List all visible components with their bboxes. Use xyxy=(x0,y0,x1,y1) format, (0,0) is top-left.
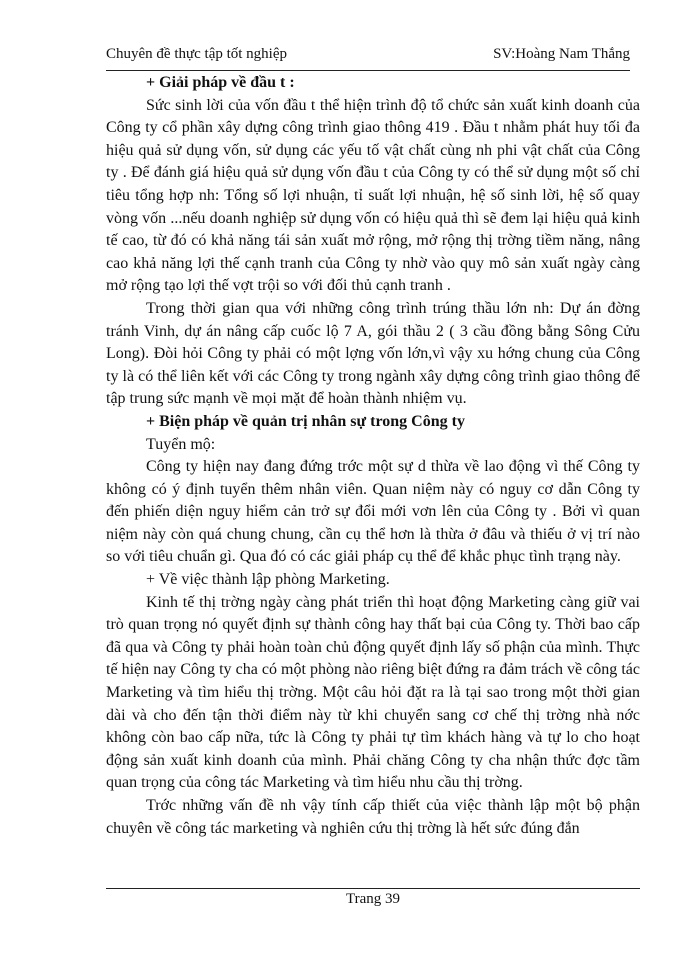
page-number: Trang 39 xyxy=(345,891,401,907)
paragraph: Sức sinh lời của vốn đầu t thể hiện trình độ tổ chức sản xuất kinh doanh của Công ty cổ phần xây dựng công trình giao thông 419 . Đầu t nhằm phát huy tối đa hiệu quả sử dụng vốn, sử dụng các yếu tố vật chất cùng nh phi vật chất của Công ty . Để đánh giá hiệu quả sử dụng vốn đầu t của Công ty có thể sử dụng một số chỉ tiêu tổng hợp nh: Tổng số lợi nhuận, tỉ suất lợi nhuận, hệ số sinh lời, hệ số quay vòng vốn ...nếu doanh nghiệp sử dụng vốn có hiệu quả thì sẽ đem lại hiệu quả kinh tế cao, từ đó có khả năng tái sản xuất mở rộng, mở rộng thị trờng tiềm năng, nâng cao khả năng lợi thế cạnh tranh của Công ty nhờ vào quy mô sản xuất ngày càng mở rộng tạo lợi thế vợt trội so với đối thủ cạnh tranh . xyxy=(106,96,640,295)
section-heading-hr: + Biện pháp về quản trị nhân sự trong Công ty xyxy=(146,412,465,430)
paragraph: Trong thời gian qua với những công trình trúng thầu lớn nh: Dự án đờng tránh Vinh, dự án nâng cấp cuốc lộ 7 A, gói thầu 2 ( 3 cầu đồng bằng Sông Cửu Long). Đòi hỏi Công ty phải có một lợng vốn lớn,vì vậy xu hớng chung của Công ty là có thể liên kết với các Công ty trong ngành xây dựng công trình giao thông để tập trung sức mạnh về mọi mặt để hoàn thành nhiệm vụ. xyxy=(106,299,640,408)
paragraph: Trớc những vấn đề nh vậy tính cấp thiết của việc thành lập một bộ phận chuyên về công tác marketing và nghiên cứu thị trờng là hết sức đúng đắn xyxy=(106,797,640,837)
author-name: SV:Hoàng Nam Thắng xyxy=(493,46,630,62)
page-header xyxy=(106,46,630,71)
paragraph: Kinh tế thị trờng ngày càng phát triển thì hoạt động Marketing càng giữ vai trò quan trọng nó quyết định sự thành công hay thất bại của Công ty. Thời bao cấp đã qua và Công ty phải hoàn toàn chủ động quyết định lấy số phận của mình. Thực tế hiện nay Công ty cha có một phòng nào riêng biệt đứng ra đảm trách về công tác Marketing và tìm hiểu thị trờng. Một câu hỏi đặt ra là tại sao trong một thời gian dài và cho đến tận thời điểm này từ khi chuyển sang cơ chế thị trờng nhà nớc không còn bao cấp nữa, tức là Công ty phải tự tìm khách hàng và tự lo cho hoạt động sản xuất kinh doanh của mình. Phải chăng Công ty cha nhận thức đợc tầm quan trọng của công tác Marketing và tìm hiểu nhu cầu thị trờng. xyxy=(106,593,640,792)
paragraph: Công ty hiện nay đang đứng trớc một sự d thừa về lao động vì thế Công ty không có ý định tuyển thêm nhân viên. Quan niệm này có nguy cơ dẫn Công ty đến phiến diện nguy hiểm cản trở sự đổi mới vơn lên của Công ty . Bởi vì quan niệm này còn quá chung chung, cần cụ thể hơn là thừa ở đâu và thiếu ở vị trí nào so với tiêu chuẩn gì. Qua đó có các giải pháp cụ thể để khắc phục tình trạng này. xyxy=(106,458,640,566)
paragraph: + Về việc thành lập phòng Marketing. xyxy=(146,571,390,589)
page-footer xyxy=(106,888,640,908)
section-heading-investment: + Giải pháp về đầu t : xyxy=(146,74,295,91)
document-title: Chuyên đề thực tập tốt nghiệp xyxy=(106,46,288,62)
paragraph: Tuyển mộ: xyxy=(146,435,216,453)
document-body xyxy=(106,72,640,840)
